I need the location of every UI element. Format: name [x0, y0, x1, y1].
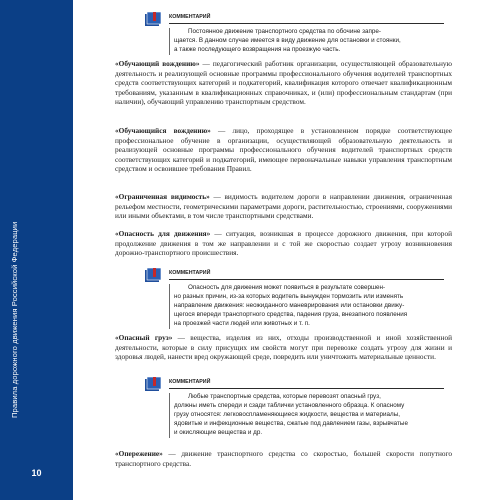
definition-text: — движение транспортного средства со скоростью, большей скорости попутного транспортного средства. [115, 449, 452, 468]
comment-line: должны иметь спереди и сзади таблички установленного образца. К опасному [174, 401, 405, 409]
definition-paragraph [115, 59, 452, 107]
comment-box-2 [144, 268, 444, 329]
comment-header [144, 377, 444, 391]
definition-paragraph [115, 229, 452, 258]
comment-line: ядовитые и инфекционные вещества, сжатые под давлением газы, взрывчатые [174, 419, 408, 427]
sidebar [0, 0, 73, 500]
comment-label: КОММЕНТАРИЙ [169, 270, 211, 276]
comment-line: Постоянное движение транспортного средства по обочине запре- [188, 28, 381, 35]
comment-line: щегося впереди транспортного средства, падения груза, внезапного появления [174, 310, 408, 318]
definition-text: — педагогический работник организации, осуществляющей образовательную деятельность и реализующей основные программы профессионального обучения водителей транспортных средств соответствующих категорий и подкатегорий, квалификация которого отвечает квалификационным требованиям, указанным в квалификационных справочниках, и (или) профессиональным стандартам (при наличии), обучающий управлению транспортным средством. [115, 59, 452, 106]
comment-line: грузу относятся: легковоспламеняющиеся жидкости, вещества и материалы, [174, 410, 400, 418]
definition-paragraph [115, 126, 452, 174]
definition-paragraph [115, 449, 452, 468]
comment-line: а также последующего возвращения на проезжую часть. [174, 45, 341, 53]
comment-line: на проезжей части людей или животных и т. п. [174, 319, 310, 327]
comment-rule [169, 279, 444, 280]
definition-text: — лицо, проходящее в установленном порядке соответствующее профессиональное обучение в организации, осуществляющей образовательную деятельность и реализующей основные программы профессионального обучения водителей транспортных средств соответствующих категорий и подкатегорий, имеющее первоначальные навыки управления транспортным средством и освоившее требования Правил. [115, 126, 452, 173]
comment-line: щается. В данном случае имеется в виду движение для остановки и стоянки, [174, 36, 401, 44]
comment-line: направление движения: неожиданного маневрирования или остановки движу- [174, 301, 405, 309]
comment-line: Любые транспортные средства, которые перевозят опасный груз, [188, 393, 381, 400]
comment-rule [169, 388, 444, 389]
comment-book-icon [144, 11, 162, 27]
comment-text [169, 28, 444, 55]
definition-term: «Опасность для движения» [115, 229, 211, 238]
comment-text [169, 393, 444, 438]
comment-book-icon [144, 376, 162, 392]
definition-text: — ситуация, возникшая в процессе дорожного движения, при которой продолжение движения в том же направлении и с той же скоростью создает угрозу возникновения дорожно-транспортного происшествия. [115, 229, 453, 257]
comment-header [144, 12, 444, 26]
comment-label: КОММЕНТАРИЙ [169, 14, 211, 20]
definition-term: «Опасный груз» [115, 333, 173, 342]
comment-line: Опасность для движения может появиться в результате совершен- [188, 284, 386, 291]
comment-rule [169, 23, 444, 24]
definition-term: «Ограниченная видимость» [115, 192, 210, 201]
comment-box-1 [144, 12, 444, 55]
definition-term: «Обучающий вождению» [115, 59, 200, 68]
page-number: 10 [31, 468, 42, 478]
comment-header [144, 268, 444, 282]
sidebar-title: Правила дорожного движения Российской Федерации [10, 221, 19, 418]
definition-paragraph [115, 333, 452, 362]
comment-label: КОММЕНТАРИЙ [169, 379, 211, 385]
definition-term: «Обучающийся вождению» [115, 126, 211, 135]
definition-text: — видимость водителем дороги в направлении движения, ограниченная рельефом местности, геометрическими параметрами дороги, растительностью, строениями, сооружениями или иными объектами, в том числе транспортными средствами. [115, 192, 452, 220]
comment-box-3 [144, 377, 444, 438]
comment-line: но разных причин, из-за которых водитель вынужден тормозить или изменять [174, 292, 404, 300]
comment-book-icon [144, 267, 162, 283]
comment-line: и окисляющие вещества и др. [174, 428, 263, 436]
definition-text: — вещества, изделия из них, отходы производственной и иной хозяйственной деятельности, которые в силу присущих им свойств могут при перевозке создать угрозу для жизни и здоровья людей, нанести вред окружающей среде, повредить или уничтожить материальные ценности. [115, 333, 452, 361]
comment-text [169, 284, 444, 329]
definition-paragraph [115, 192, 452, 221]
definition-term: «Опережение» [115, 449, 163, 458]
